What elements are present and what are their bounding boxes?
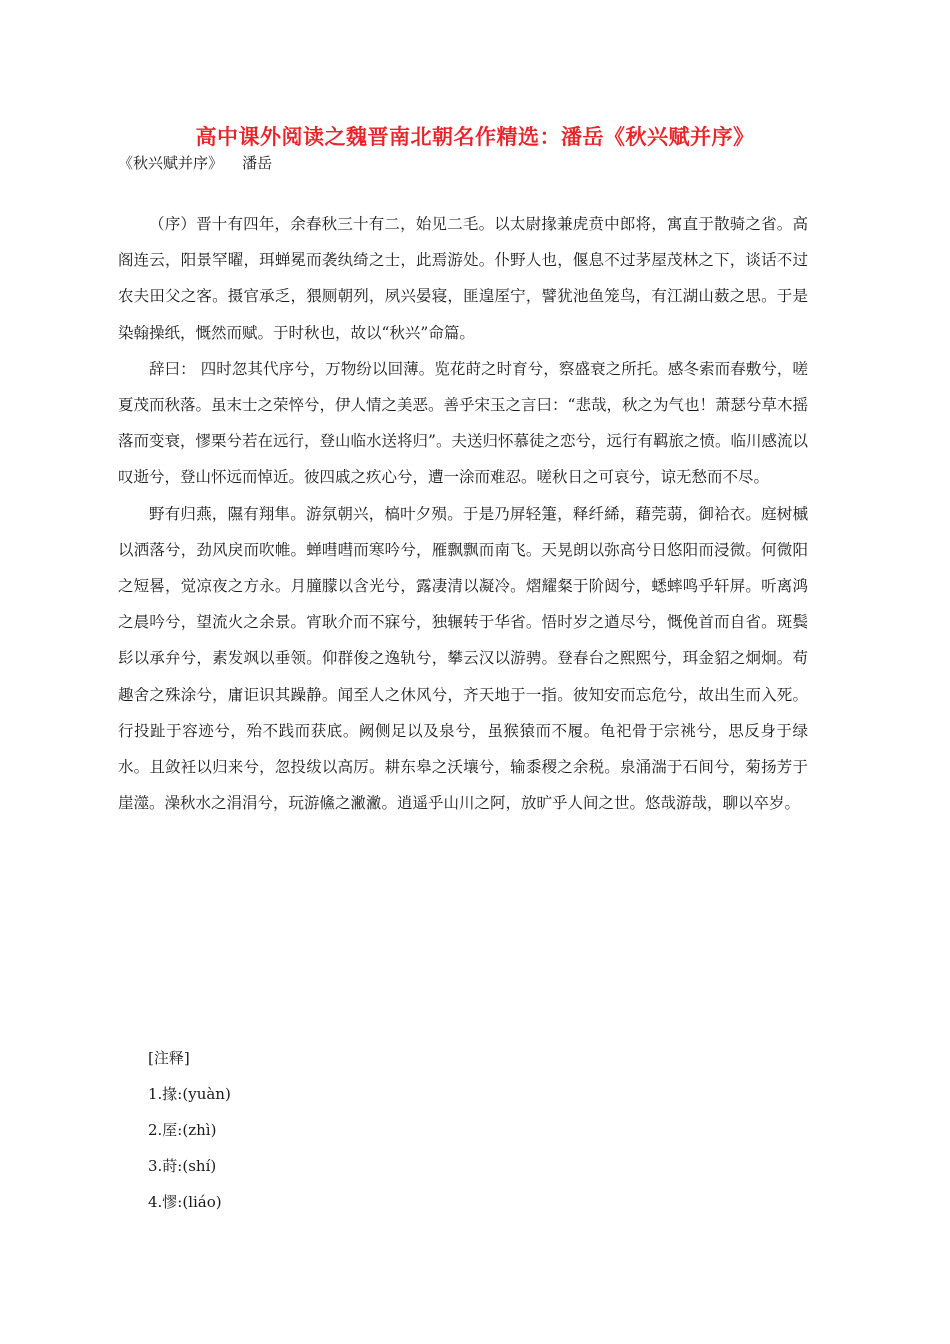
notes-section: [118, 1040, 808, 1220]
note-item: 4.憀:(liáo): [148, 1193, 222, 1211]
document-body: [118, 206, 808, 821]
note-item: 3.莳:(shí): [148, 1157, 217, 1175]
document-title: 高中课外阅读之魏晋南北朝名作精选：潘岳《秋兴赋并序》: [195, 125, 755, 149]
paragraph-preface: （序）晋十有四年，余春秋三十有二，始见二毛。以太尉掾兼虎贲中郎将，寓直于散骑之省。高阁连云，阳景罕曜，珥蝉冕而袭纨绮之士，此焉游处。仆野人也，偃息不过茅屋茂林之下，谈话不过农夫田父之客。摄官承乏，猥厕朝列，夙兴晏寝，匪遑厔宁，譬犹池鱼笼鸟，有江湖山薮之思。于是染翰操纸，慨然而赋。于时秋也，故以“秋兴”命篇。: [118, 215, 808, 342]
paragraph-ci: 辞曰： 四时忽其代序兮，万物纷以回薄。览花莳之时育兮，察盛衰之所托。感冬索而春敷兮，嗟夏茂而秋落。虽末士之荣悴兮，伊人情之美恶。善乎宋玉之言曰：“悲哉，秋之为气也！萧瑟兮草木摇落而变衰，憀栗兮若在远行，登山临水送将归”。夫送归怀慕徒之恋兮，远行有羁旅之愤。临川感流以叹逝兮，登山怀远而悼近。彼四戚之疚心兮，遭一涂而难忍。嗟秋日之可哀兮，谅无愁而不尽。: [118, 359, 808, 487]
document-subtitle: 《秋兴赋并序》 潘岳: [118, 154, 273, 172]
note-item: 2.厔:(zhì): [148, 1121, 217, 1139]
paragraph-main: 野有归燕，隰有翔隼。游氛朝兴，槁叶夕殒。于是乃屏轻箑，释纤絺，藉莞蒻，御袷衣。庭树槭以洒落兮，劲风戾而吹帷。蝉嘒嘒而寒吟兮，雁飘飘而南飞。天晃朗以弥高兮日悠阳而浸微。何微阳之短晷，觉凉夜之方永。月朣朦以含光兮，露凄清以凝冷。熠耀粲于阶闼兮，蟋蟀鸣乎轩屏。听离鸿之晨吟兮，望流火之余景。宵耿介而不寐兮，独辗转于华省。悟时岁之遒尽兮，慨俛首而自省。斑鬓髟以承弁兮，素发飒以垂领。仰群俊之逸轨兮，攀云汉以游骋。登春台之熙熙兮，珥金貂之炯炯。苟趣舍之殊涂兮，庸讵识其躁静。闻至人之休风兮，齐天地于一指。彼知安而忘危兮，故出生而入死。行投趾于容迹兮，殆不践而获底。阙侧足以及泉兮，虽猴猿而不履。龟祀骨于宗祧兮，思反身于绿水。且敛衽以归来兮，忽投绂以高厉。耕东皋之沃壤兮，输黍稷之余税。泉涌湍于石间兮，菊扬芳于崖澨。澡秋水之涓涓兮，玩游鯈之潎潎。逍遥乎山川之阿，放旷乎人间之世。悠哉游哉，聊以卒岁。: [118, 504, 808, 813]
notes-heading: [注释]: [148, 1049, 190, 1067]
note-item: 1.掾:(yuàn): [148, 1085, 231, 1103]
